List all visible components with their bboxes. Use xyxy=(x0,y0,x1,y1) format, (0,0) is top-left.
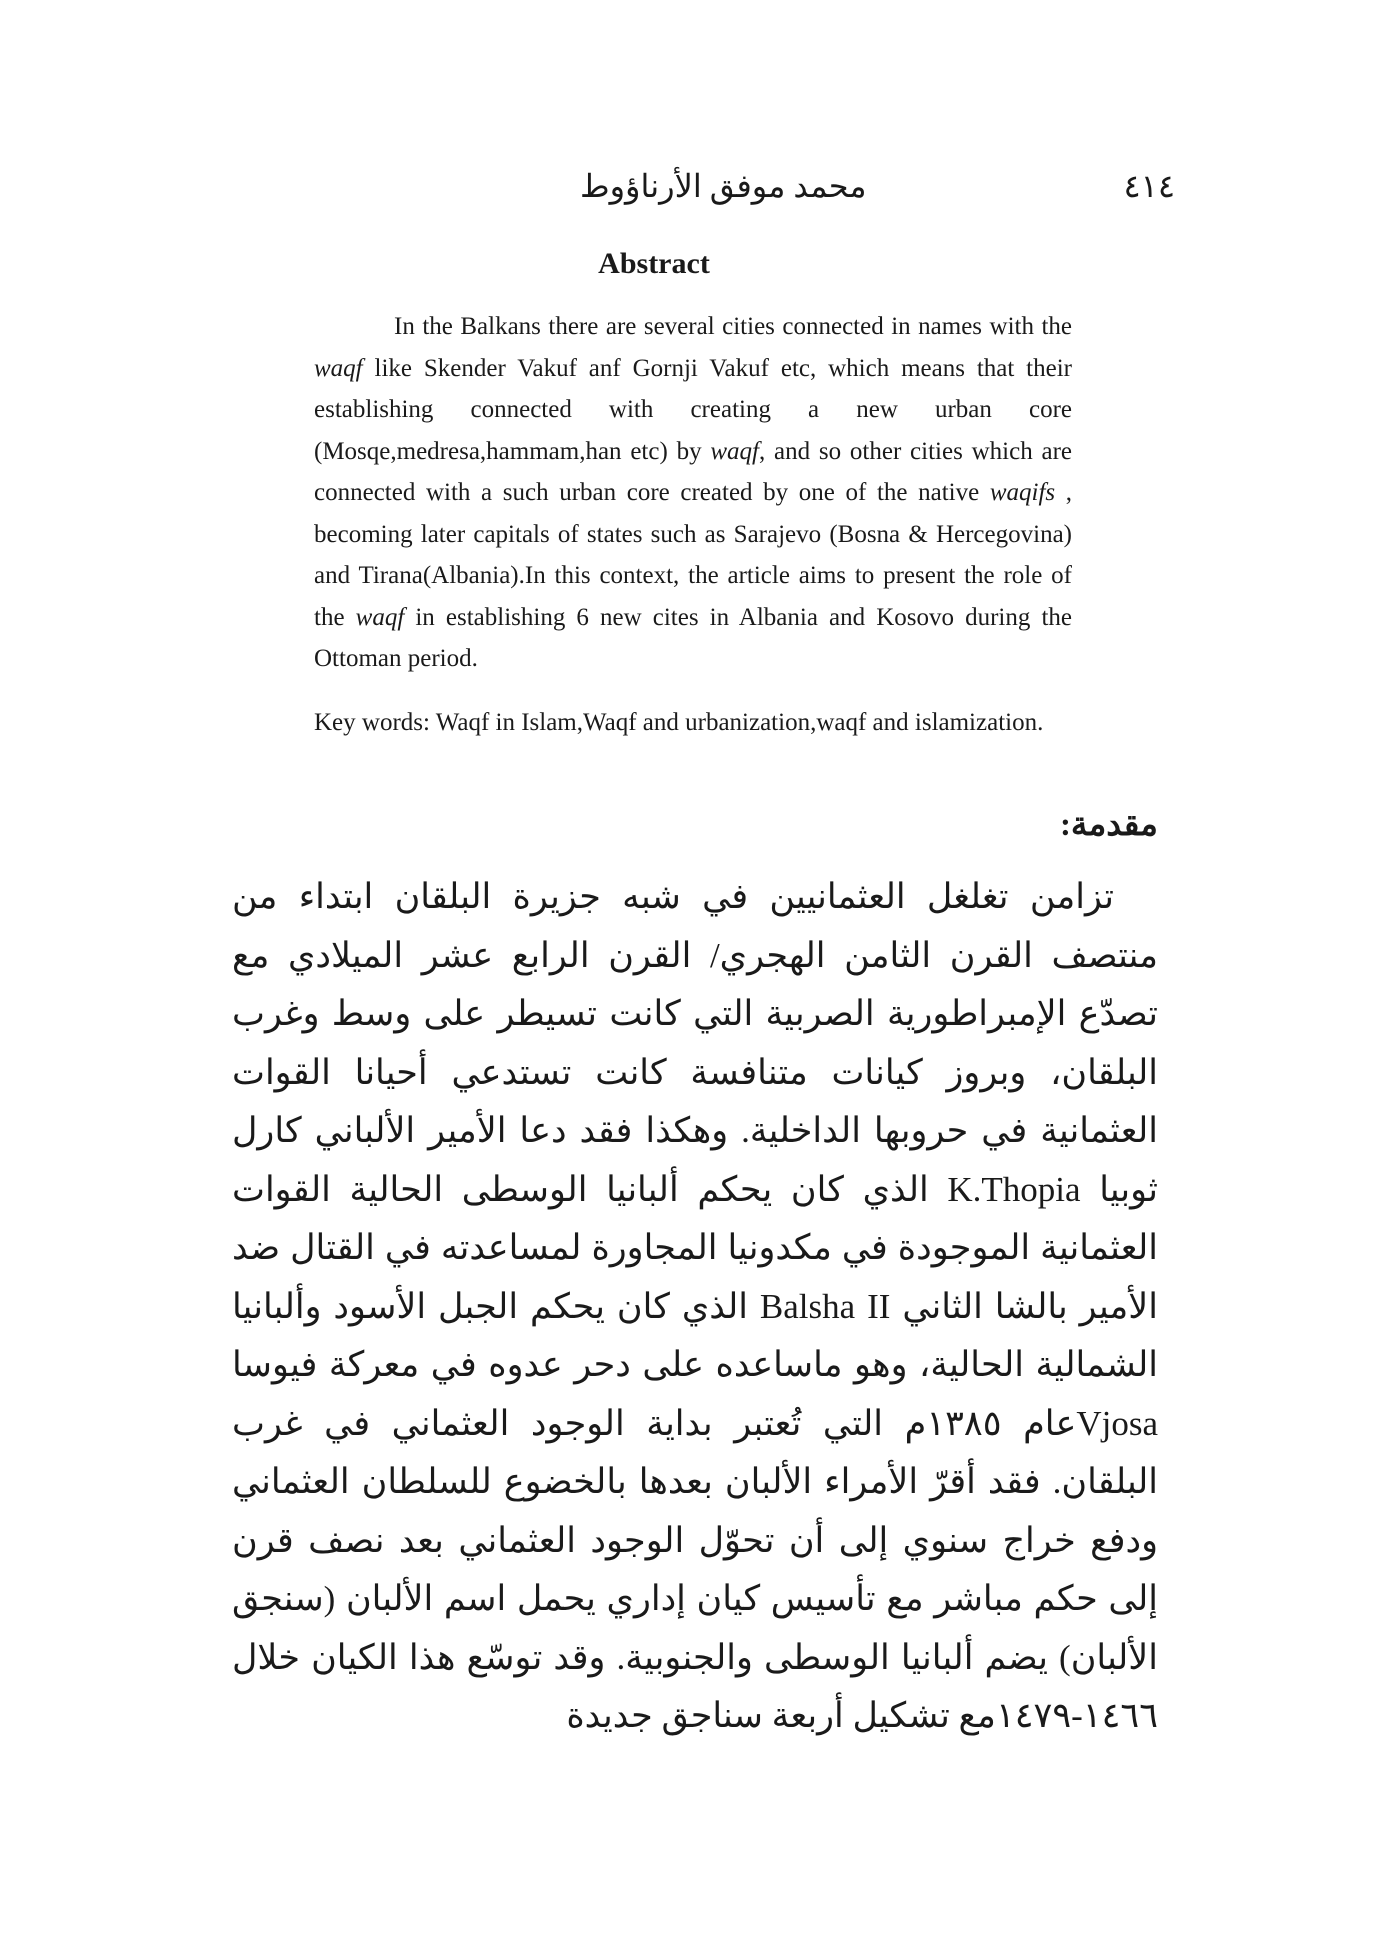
abstract-body xyxy=(314,306,1072,680)
introduction-heading: مقدمة: xyxy=(1059,807,1158,843)
running-header-author: محمد موفق الأرناؤوط xyxy=(580,168,867,204)
page-number: ٤١٤ xyxy=(1123,168,1175,204)
abstract-heading: Abstract xyxy=(598,247,710,280)
abstract-segment-italic: waqifs xyxy=(989,479,1056,506)
abstract-segment: In the Balkans there are several cities connected in names with the xyxy=(394,313,1072,340)
keywords: Key words: Waqf in Islam,Waqf and urbanization,waqf and islamization. xyxy=(314,709,1044,736)
introduction-body: تزامن تغلغل العثمانيين في شبه جزيرة البلقان ابتداء من منتصف القرن الثامن الهجري/ القرن الرابع عشر الميلادي مع تصدّع الإمبراطورية الصربية التي كانت تسيطر على وسط وغرب البلقان، وبروز كيانات متنافسة كانت تستدعي أحيانا القوات العثمانية في حروبها الداخلية. وهكذا فقد دعا الأمير الألباني كارل ثوبيا K.Thopia الذي كان يحكم ألبانيا الوسطى الحالية القوات العثمانية الموجودة في مكدونيا المجاورة لمساعدته في القتال ضد الأمير بالشا الثاني Balsha II الذي كان يحكم الجبل الأسود وألبانيا الشمالية الحالية، وهو ماساعده على دحر عدوه في معركة فيوسا Vjosaعام ١٣٨٥م التي تُعتبر بداية الوجود العثماني في غرب البلقان. فقد أقرّ الأمراء الألبان بعدها بالخضوع للسلطان العثماني ودفع خراج سنوي إلى أن تحوّل الوجود العثماني بعد نصف قرن إلى حكم مباشر مع تأسيس كيان إداري يحمل اسم الألبان (سنجق الألبان) يضم ألبانيا الوسطى والجنوبية. وقد توسّع هذا الكيان خلال ١٤٦٦-١٤٧٩مع تشكيل أربعة سناجق جديدة xyxy=(232,877,1158,1735)
abstract-segment-italic: waqf xyxy=(710,437,759,465)
abstract-segment: , becoming later capitals of states such as Sarajevo (Bosna & Hercegovina) and Tirana(Albania).In this context, the article aims to present the role of the xyxy=(314,479,1072,631)
abstract-segment: like Skender Vakuf anf Gornji Vakuf etc, which means that their establishing connected with creating a new urban core (Mosqe,medresa,hammam,han etc) by xyxy=(314,354,1072,465)
abstract-segment-italic: waqf xyxy=(314,354,363,382)
abstract-segment-italic: waqf xyxy=(355,603,405,631)
running-header xyxy=(580,162,1175,210)
abstract-segment: in establishing 6 new cites in Albania and Kosovo during the Ottoman period. xyxy=(314,603,1072,672)
abstract-segment: , and so other cities which are connected with a such urban core created by one of the native xyxy=(314,437,1072,506)
